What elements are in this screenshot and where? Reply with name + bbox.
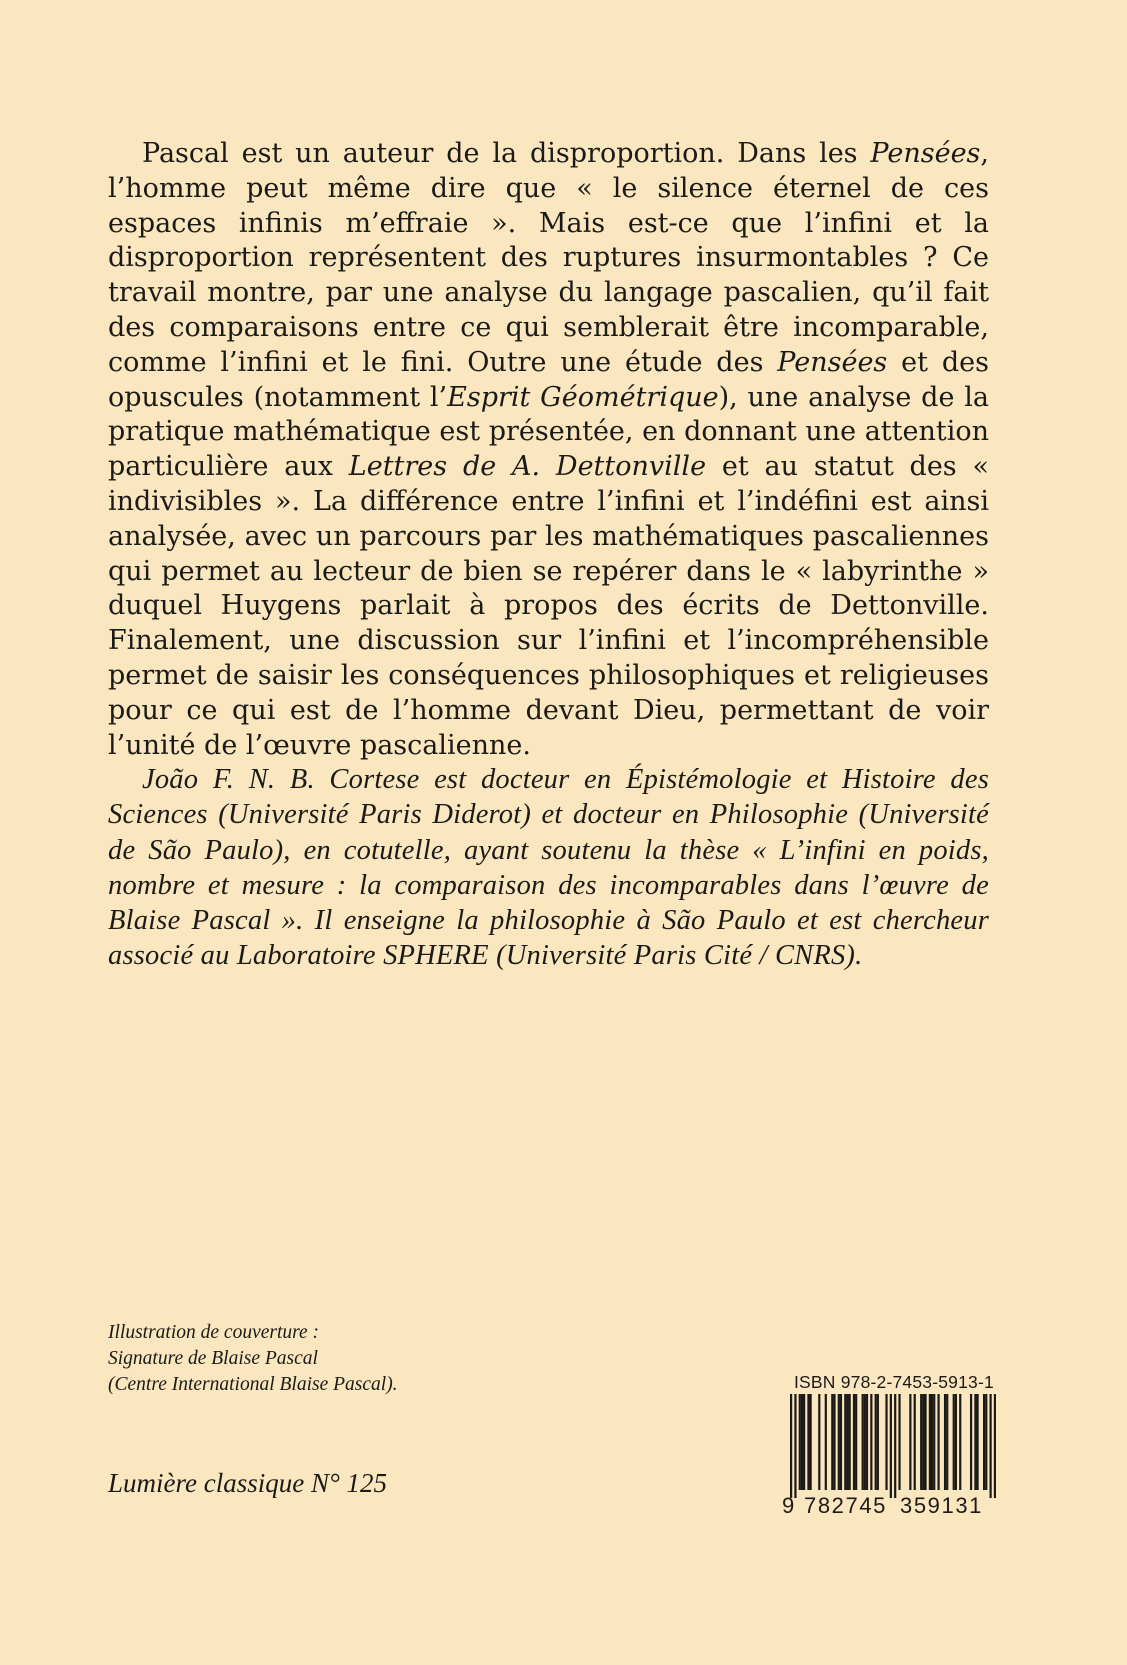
barcode-bar (862, 1394, 864, 1490)
barcode-bar (810, 1394, 812, 1490)
barcode-bar (866, 1394, 868, 1490)
barcode-bar (877, 1394, 879, 1490)
summary-title-pensees: Pensées (777, 346, 888, 378)
isbn-left-digits: 782745 (804, 1493, 888, 1518)
barcode-bar (790, 1394, 792, 1498)
barcode-bar (803, 1394, 805, 1490)
barcode-bar (955, 1394, 957, 1490)
author-bio (108, 762, 989, 974)
barcode-bar (818, 1394, 820, 1490)
barcode-bar (994, 1394, 996, 1498)
barcode-bar (794, 1394, 796, 1498)
isbn-digits (782, 1492, 996, 1520)
barcode-bar (974, 1394, 976, 1490)
barcode-bar (846, 1394, 848, 1490)
barcode-bar (937, 1394, 939, 1490)
barcode-bar (849, 1394, 851, 1490)
barcode-bar (840, 1394, 842, 1490)
summary-title-pensees: Pensées (870, 138, 981, 169)
barcode-bar (875, 1394, 877, 1490)
barcode-bar (914, 1394, 916, 1490)
barcode-bar (989, 1394, 991, 1498)
barcode-bar (833, 1394, 835, 1490)
isbn-label: ISBN 978-2-7453-5913-1 (794, 1372, 994, 1392)
cover-illustration-credits (108, 1320, 398, 1398)
barcode-bar (799, 1394, 801, 1490)
credits-line: Signature de Blaise Pascal (108, 1348, 318, 1369)
summary-text: et au statut des « indivisibles ». La différence entre l’infini et l’indéfini est ainsi analysée, avec un parcours par les mathématiques pascaliennes qui permet au lecteur de bien se repérer dans le « labyrinthe » duquel Huygens parlait à propos des écrits de Dettonville. Finalement, une discussion sur l’infini et l’incompréhensible permet de saisir les conséquences philosophiques et religieuses pour ce qui est de l’homme devant Dieu, permettant de voir l’unité de l’œuvre pascalienne. (108, 451, 989, 761)
barcode-bar (983, 1394, 985, 1490)
barcode-bar (924, 1394, 926, 1490)
barcode-bar (976, 1394, 978, 1490)
barcode-bar (985, 1394, 987, 1490)
barcode-bar (909, 1394, 911, 1490)
barcode-bar (844, 1394, 846, 1490)
series-label: Lumière classique N° 125 (108, 1468, 388, 1498)
barcode-bar (890, 1394, 892, 1498)
summary-text: , l’homme peut même dire que « le silence éternel de ces espaces infinis m’effraie ». Mais est-ce que l’infini et la disproportion représentent des ruptures insurmontables ? Ce travail montre, par une analyse du langage pascalien, qu’il fait des comparaisons entre ce qui semblerait être incomparable, comme l’infini et le fini. Outre une étude des (108, 138, 989, 378)
barcode-bar (807, 1394, 809, 1490)
barcode-bar (959, 1394, 961, 1490)
summary-title-lettres-dettonville: Lettres de A. Dettonville (348, 451, 707, 483)
barcode-bar (946, 1394, 948, 1490)
barcode-bar (825, 1394, 827, 1490)
barcode-bar (933, 1394, 935, 1490)
isbn-right-digits: 359131 (900, 1493, 984, 1518)
isbn-first-digit: 9 (782, 1493, 795, 1518)
isbn-barcode-block (782, 1372, 996, 1520)
barcode-bar (953, 1394, 955, 1490)
barcode-bar (931, 1394, 933, 1490)
summary-text: Pascal est un auteur de la disproportion. Dans les (142, 138, 871, 169)
barcode-bar (920, 1394, 922, 1490)
credits-line: (Centre International Blaise Pascal). (108, 1374, 398, 1395)
barcode-bar (894, 1394, 896, 1498)
barcode-bar (970, 1394, 972, 1490)
barcode-bar (922, 1394, 924, 1490)
credits-line: Illustration de couverture : (108, 1322, 320, 1343)
barcode-bar (838, 1394, 840, 1490)
barcode-bar (885, 1394, 887, 1490)
barcode-bar (864, 1394, 866, 1490)
barcode-bar (929, 1394, 931, 1490)
barcode-bar (898, 1394, 900, 1490)
back-cover-summary (108, 137, 989, 763)
barcode-bar (855, 1394, 857, 1490)
summary-text: et des opuscules (notamment l’ (108, 346, 989, 413)
barcode-bar (801, 1394, 803, 1490)
barcode-bar (944, 1394, 946, 1490)
author-bio-text: João F. N. B. Cortese est docteur en Épistémologie et Histoire des Sciences (Université Paris Diderot) et docteur en Philosophie (Université de São Paulo), en cotutelle, ayant soutenu la thèse « L’infini en poids, nombre et mesure : la comparaison des incomparables dans l’œuvre de Blaise Pascal ». Il enseigne la philosophie à São Paulo et est chercheur associé au Laboratoire SPHERE (Université Paris Cité / CNRS). (108, 764, 989, 972)
barcode-icon (790, 1394, 996, 1498)
summary-title-esprit-geometrique: Esprit Géométrique (447, 381, 719, 413)
barcode-bar (831, 1394, 833, 1490)
barcode-bar (853, 1394, 855, 1490)
barcode-bar (870, 1394, 872, 1490)
summary-text: ), une analyse de la pratique mathématique est présentée, en donnant une attention particulière aux (108, 381, 989, 483)
